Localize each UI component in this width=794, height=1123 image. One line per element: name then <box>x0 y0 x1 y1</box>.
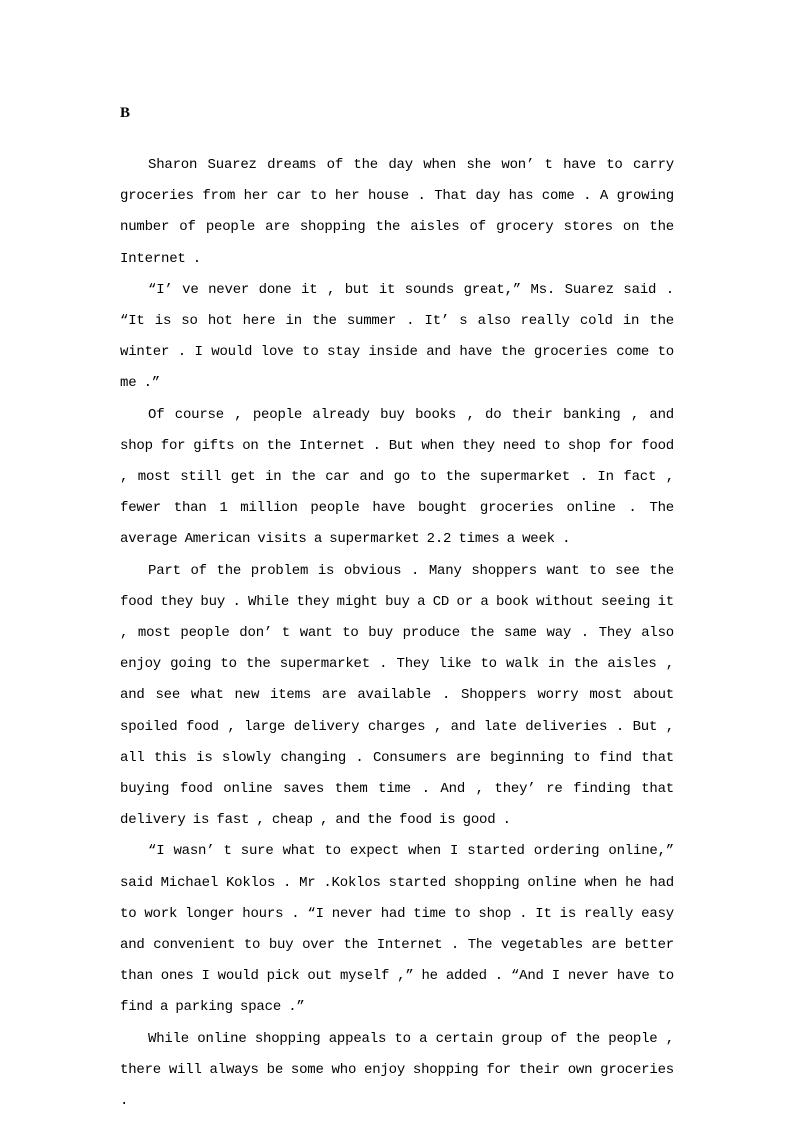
section-label: B <box>120 105 131 121</box>
paragraph-3: Of course , people already buy books , do their banking , and shop for gifts on the Internet . But when they need to shop for food , most still get in the car and go to the supermarket . In fact , fewer than 1 million people have bought groceries online . The average American visits a supermarket 2.2 times a week . <box>120 406 674 548</box>
paragraph-4: Part of the problem is obvious . Many shoppers want to see the food they buy . While they might buy a CD or a book without seeing it , most people don’ t want to buy produce the same way . They also enjoy going to the supermarket . They like to walk in the aisles , and see what new items are available . Shoppers worry most about spoiled food , large delivery charges , and late deliveries . But , all this is slowly changing . Consumers are beginning to find that buying food online saves them time . And , they’ re finding that delivery is fast , cheap , and the food is good . <box>120 562 674 829</box>
article-body <box>120 150 674 1117</box>
paragraph-5: “I wasn’ t sure what to expect when I started ordering online,” said Michael Koklos . Mr .Koklos started shopping online when he had to work longer hours . “I never had time to shop . It is really easy and convenient to buy over the Internet . The vegetables are better than ones I would pick out myself ,” he added . “And I never have to find a parking space .” <box>120 843 674 1016</box>
paragraph-6: While online shopping appeals to a certain group of the people , there will always be some who enjoy shopping for their own groceries . <box>120 1030 674 1110</box>
paragraph-1: Sharon Suarez dreams of the day when she won’ t have to carry groceries from her car to her house . That day has come . A growing number of people are shopping the aisles of grocery stores on the Internet . <box>120 157 674 267</box>
paragraph-2: “I’ ve never done it , but it sounds great,” Ms. Suarez said . “It is so hot here in the summer . It’ s also really cold in the winter . I would love to stay inside and have the groceries come to me .” <box>120 281 674 392</box>
